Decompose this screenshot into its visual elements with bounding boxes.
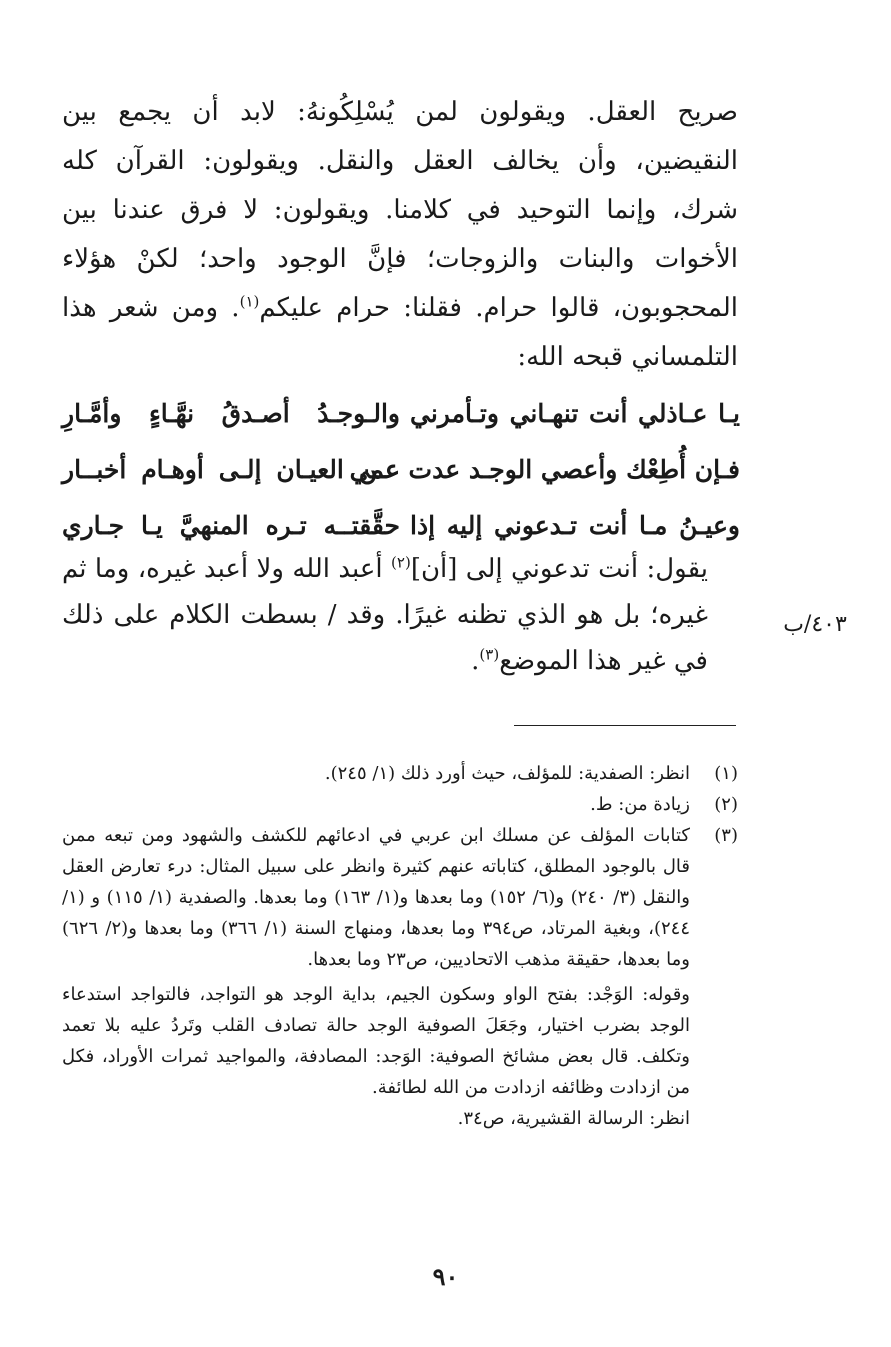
verse-second-hemistich: والـوجـدُ أصـدقُ نهَّـاءٍ وأمَّـارِ (62, 399, 400, 428)
after-poem-part-2: أعبد الله ولا أعبد غيره، وما ثم غيره؛ بل هو الذي تظنه غيرًا. وقد / بسطت الكلام على ذلك في غير هذا الموضع (62, 554, 708, 676)
footnote-ref-3: (٣) (479, 645, 500, 664)
footnotes-block (62, 758, 738, 1134)
verse-second-hemistich: عـن العيـان إلـى أوهـام أخبــار (62, 455, 400, 484)
footnote-number: (٢) (714, 794, 738, 815)
footnote-ref-2: (٢) (391, 553, 411, 572)
after-poem-part-3: . (471, 646, 480, 676)
footnote-text: انظر: الصفدية: للمؤلف، حيث أورد ذلك (١/ ٢٤٥). (324, 763, 690, 784)
footnote-item (62, 758, 738, 789)
poem-block (62, 386, 740, 554)
poem-verse (62, 442, 740, 498)
footnote-text: وقوله: الوَجْد: بفتح الواو وسكون الجيم، بداية الوجد هو التواجد، فالتواجد استدعاء الوجد بضرب اختيار، وجَعَلَ الصوفية الوجد حالة تصادف القلب وتَردُ عليه بلا تعمد وتكلف. قال بعض مشائخ الصوفية: الوَجد: المصادفة، والمواجيد ثمرات الأوراد، فكل من ازدادت وظائفه ازدادت من الله لطائفة. (62, 984, 690, 1098)
main-paragraph-text: صريح العقل. ويقولون لمن يُسْلِكُونهُ: لابد أن يجمع بين النقيضين، وأن يخالف العقل والنقل. ويقولون: القرآن كله شرك، وإنما التوحيد في كلامنا. ويقولون: لا فرق عندنا بين الأخوات والبنات والزوجات؛ فإنَّ الوجود واحد؛ لكنْ هؤلاء المحجوبون، قالوا حرام. فقلنا: حرام عليكم (62, 97, 738, 323)
manuscript-folio-marker: ٤٠٣/ب (783, 612, 847, 637)
main-paragraph (62, 88, 738, 382)
footnote-body (62, 758, 690, 789)
main-paragraph-ending: . ومن شعر هذا التلمساني قبحه الله: (62, 293, 738, 372)
footnote-number: (٣) (714, 825, 738, 846)
verse-first-hemistich: فـإن أُطِعْك وأعصي الوجـد عدت عمي (349, 455, 740, 484)
footnote-body (62, 820, 690, 1134)
after-poem-paragraph (62, 546, 738, 684)
footnote-text: كتابات المؤلف عن مسلك ابن عربي في ادعائهم للكشف والشهود ومن تبعه ممن قال بالوجود المطلق، كتاباته عنهم كثيرة وانظر على سبيل المثال: درء تعارض العقل والنقل (٣/ ٢٤٠) و(٦/ ١٥٢) وما بعدها و(١/ ١٦٣) وما بعدها. والصفدية (١/ ١١٥) و (١/ ٢٤٤)، وبغية المرتاد، ص٣٩٤ وما بعدها، ومنهاج السنة (١/ ٣٦٦) وما بعدها و(٢/ ٦٢٦) وما بعدها، حقيقة مذهب الاتحاديين، ص٢٣ وما بعدها. (62, 825, 690, 970)
footnote-text: انظر: الرسالة القشيرية، ص٣٤. (457, 1108, 690, 1129)
footnote-separator (514, 725, 736, 726)
verse-first-hemistich: يـا عـاذلي أنت تنهـاني وتـأمرني (410, 399, 740, 428)
verse-second-hemistich: حقَّقتــه تـره المنهيَّ يـا جـاري (62, 511, 400, 540)
poem-verse (62, 386, 740, 442)
main-text-block (62, 88, 738, 382)
page-number: ٩٠ (432, 1262, 459, 1291)
footnote-body (62, 789, 690, 820)
footnote-number: (١) (714, 763, 738, 784)
footnote-item (62, 789, 738, 820)
footnote-ref-1: (١) (239, 292, 260, 311)
footnote-item (62, 820, 738, 1134)
footnote-text: زيادة من: ط. (590, 794, 690, 815)
after-poem-part-1: يقول: أنت تدعوني إلى [أن] (410, 554, 708, 584)
after-poem-text (62, 546, 738, 684)
verse-first-hemistich: وعيـنُ مـا أنت تـدعوني إليه إذا (410, 511, 740, 540)
